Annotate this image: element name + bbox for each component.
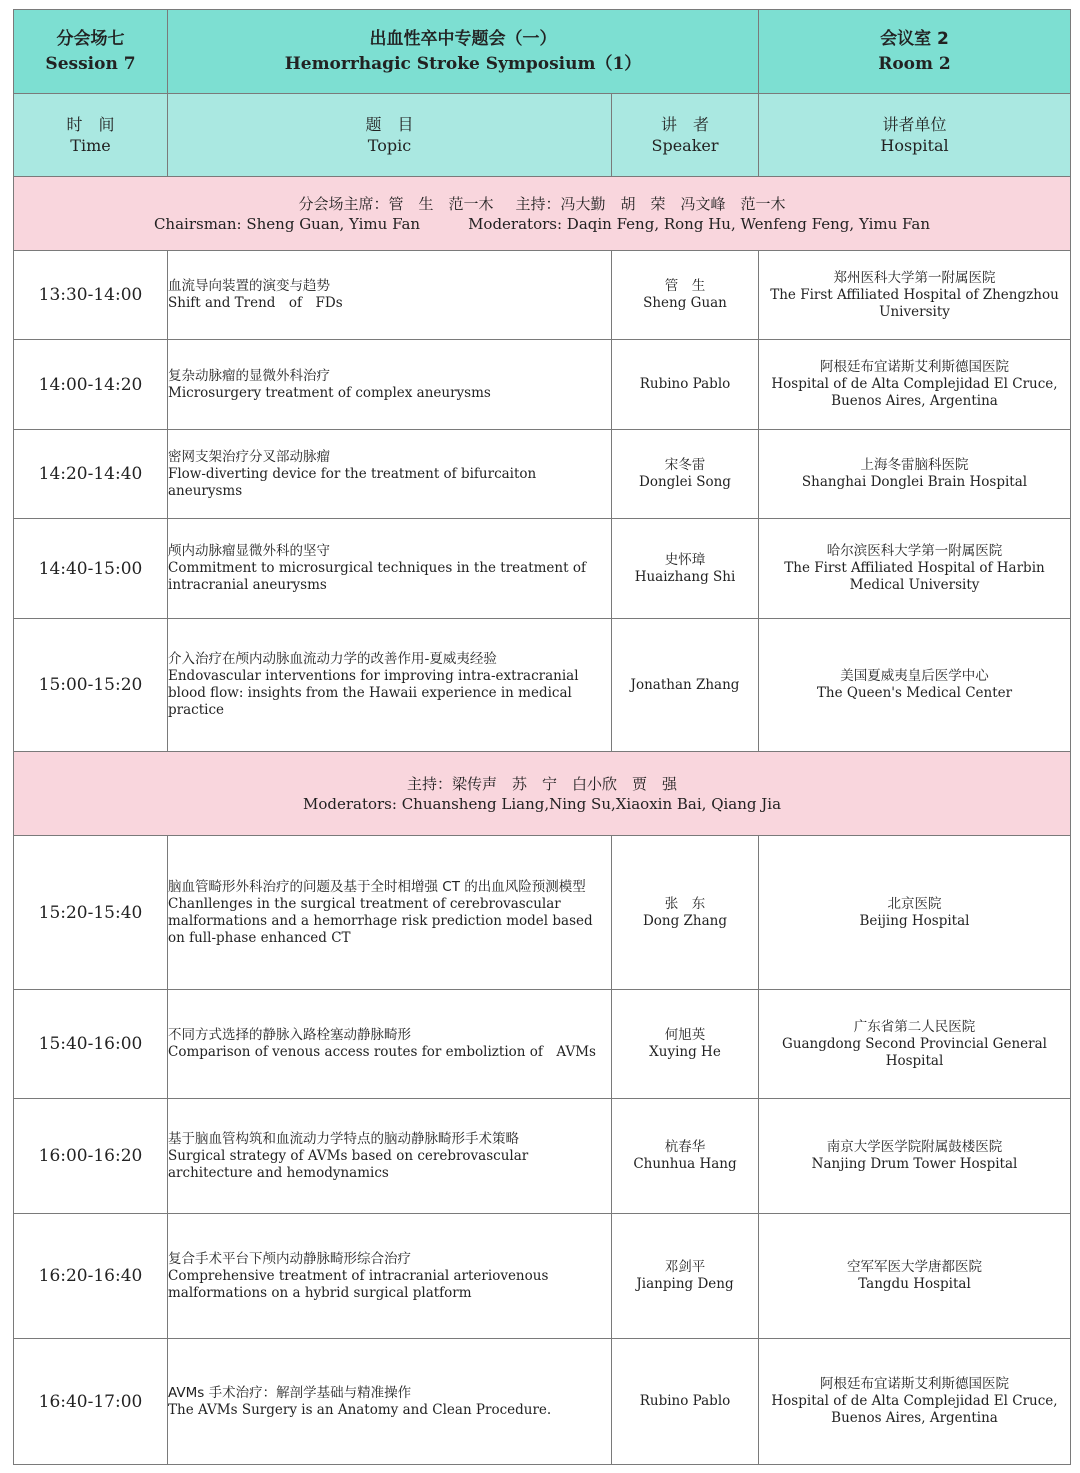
title-zh: 出血性卒中专题会（一）: [369, 28, 557, 49]
hospital-en: Nanjing Drum Tower Hospital: [811, 1156, 1018, 1172]
hospital-zh: 阿根廷布宜诺斯艾利斯德国医院: [820, 359, 1009, 375]
room-zh: 会议室 2: [880, 28, 949, 49]
table-row: [14, 1339, 1071, 1465]
row-topic: [168, 1214, 612, 1339]
chair1-zh: [14, 194, 1070, 214]
row-speaker: [612, 430, 759, 519]
row-topic: [168, 251, 612, 340]
hospital-en: The Queen's Medical Center: [816, 685, 1013, 701]
row-speaker: [612, 519, 759, 619]
topic-en: Commitment to microsurgical techniques in the treatment of intracranial aneurysms: [168, 560, 586, 593]
title-en: Hemorrhagic Stroke Symposium（1）: [284, 53, 642, 74]
topic-zh: 复杂动脉瘤的显微外科治疗: [168, 367, 330, 384]
col-topic-zh: 题 目: [365, 115, 414, 134]
hospital-zh: 阿根廷布宜诺斯艾利斯德国医院: [820, 1376, 1009, 1392]
hospital-zh: 北京医院: [887, 895, 942, 912]
row-topic: [168, 990, 612, 1099]
speaker-zh: 史怀璋: [664, 551, 706, 568]
room-cell: [759, 10, 1071, 94]
col-topic-en: Topic: [367, 136, 412, 155]
hospital-en: Hospital of de Alta Complejidad El Cruce, Buenos Aires, Argentina: [771, 376, 1058, 409]
row-time: 14:00-14:20: [14, 340, 168, 430]
row-hospital: [759, 1099, 1071, 1214]
speaker-en: Jonathan Zhang: [630, 676, 740, 693]
row-topic: [168, 1099, 612, 1214]
table-row: [14, 519, 1071, 619]
row-speaker: [612, 619, 759, 752]
topic-zh: 基于脑血管构筑和血流动力学特点的脑动静脉畸形手术策略: [168, 1130, 519, 1147]
speaker-en: Jianping Deng: [636, 1276, 734, 1292]
row-hospital: [759, 836, 1071, 990]
topic-en: Comprehensive treatment of intracranial arteriovenous malformations on a hybrid surgical platform: [168, 1267, 549, 1301]
col-hospital: [759, 94, 1071, 177]
hospital-zh: 上海冬雷脑科医院: [860, 457, 969, 473]
topic-zh: AVMs 手术治疗：解剖学基础与精准操作: [168, 1384, 412, 1401]
row-time: 14:20-14:40: [14, 430, 168, 519]
table-row: [14, 619, 1071, 752]
col-hospital-zh: 讲者单位: [882, 115, 947, 134]
speaker-en: Huaizhang Shi: [634, 568, 736, 585]
speaker-zh: 张 东: [664, 895, 706, 912]
col-speaker-zh: 讲 者: [660, 115, 709, 134]
topic-zh: 血流导向装置的演变与趋势: [168, 278, 330, 294]
table-row: [14, 340, 1071, 430]
row-hospital: [759, 519, 1071, 619]
row-speaker: [612, 340, 759, 430]
topic-zh: 密网支架治疗分叉部动脉瘤: [168, 448, 330, 465]
topic-en: Flow-diverting device for the treatment of bifurcaiton aneurysms: [168, 465, 537, 499]
hospital-en: Tangdu Hospital: [858, 1276, 971, 1292]
row-topic: [168, 340, 612, 430]
speaker-zh: 杭春华: [664, 1139, 706, 1155]
row-speaker: [612, 1339, 759, 1465]
title-cell: [168, 10, 759, 94]
col-time-zh: 时 间: [66, 115, 115, 134]
hospital-en: The First Affiliated Hospital of Zhengzhou University: [770, 286, 1059, 320]
schedule-table: [13, 9, 1071, 1465]
row-speaker: [612, 1214, 759, 1339]
hospital-zh: 南京大学医学院附属鼓楼医院: [826, 1139, 1003, 1155]
col-topic: [168, 94, 612, 177]
row-time: 15:00-15:20: [14, 619, 168, 752]
hospital-en: Guangdong Second Provincial General Hospital: [782, 1035, 1047, 1069]
row-speaker: [612, 251, 759, 340]
col-time-en: Time: [70, 136, 111, 155]
topic-zh: 颅内动脉瘤显微外科的坚守: [168, 543, 330, 559]
table-row: [14, 1099, 1071, 1214]
table-row: [14, 836, 1071, 990]
speaker-zh: 宋冬雷: [664, 457, 706, 473]
speaker-en: Rubino Pablo: [639, 1393, 731, 1409]
topic-en: Surgical strategy of AVMs based on cerebrovascular architecture and hemodynamics: [168, 1147, 529, 1181]
chair-row-2: [14, 752, 1071, 836]
session-en: Session 7: [45, 53, 136, 74]
table-row: [14, 1214, 1071, 1339]
hospital-zh: 美国夏威夷皇后医学中心: [840, 668, 989, 684]
row-time: 14:40-15:00: [14, 519, 168, 619]
row-hospital: [759, 430, 1071, 519]
hospital-zh: 哈尔滨医科大学第一附属医院: [826, 543, 1003, 559]
chair-cell-1: [14, 177, 1071, 251]
row-topic: [168, 619, 612, 752]
speaker-en: Sheng Guan: [643, 295, 727, 311]
row-hospital: [759, 619, 1071, 752]
row-speaker: [612, 836, 759, 990]
hospital-en: Beijing Hospital: [859, 912, 970, 929]
speaker-zh: 邓剑平: [664, 1259, 706, 1275]
session-header: [14, 10, 1071, 94]
topic-en: Microsurgery treatment of complex aneurysms: [168, 384, 491, 401]
topic-en: Endovascular interventions for improving intra-extracranial blood flow: insights from the Hawaii experience in medical practice: [168, 668, 579, 718]
speaker-en: Donglei Song: [639, 474, 731, 490]
row-time: 16:20-16:40: [14, 1214, 168, 1339]
row-topic: [168, 430, 612, 519]
col-time: [14, 94, 168, 177]
topic-en: Shift and Trend of FDs: [168, 295, 343, 311]
chair2-zh: 主持：梁传声 苏 宁 白小欣 贾 强: [406, 774, 677, 793]
column-headers: [14, 94, 1071, 177]
chair1-zh-a: 分会场主席：管 生 范一木: [298, 194, 494, 213]
hospital-en: The First Affiliated Hospital of Harbin Medical University: [784, 560, 1045, 593]
topic-en: Chanllenges in the surgical treatment of cerebrovascular malformations and a hemorrhage risk prediction model based on full-phase enhanced CT: [168, 895, 593, 946]
chair1-en-a: Chairsman: Sheng Guan, Yimu Fan: [153, 214, 421, 233]
row-hospital: [759, 990, 1071, 1099]
row-time: 16:40-17:00: [14, 1339, 168, 1465]
topic-zh: 脑血管畸形外科治疗的问题及基于全时相增强 CT 的出血风险预测模型: [168, 878, 586, 895]
col-speaker-en: Speaker: [651, 136, 719, 155]
speaker-en: Rubino Pablo: [639, 376, 731, 392]
col-speaker: [612, 94, 759, 177]
table-row: [14, 251, 1071, 340]
table-row: [14, 990, 1071, 1099]
table-row: [14, 430, 1071, 519]
topic-en: The AVMs Surgery is an Anatomy and Clean Procedure.: [168, 1401, 552, 1418]
hospital-zh: 广东省第二人民医院: [853, 1018, 976, 1035]
speaker-en: Chunhua Hang: [633, 1156, 737, 1172]
hospital-zh: 郑州医科大学第一附属医院: [833, 269, 996, 286]
row-hospital: [759, 340, 1071, 430]
row-speaker: [612, 990, 759, 1099]
row-topic: [168, 836, 612, 990]
speaker-zh: 管 生: [664, 278, 706, 294]
hospital-en: Shanghai Donglei Brain Hospital: [801, 474, 1028, 490]
topic-zh: 不同方式选择的静脉入路栓塞动静脉畸形: [168, 1027, 411, 1043]
chair1-en-b: Moderators: Daqin Feng, Rong Hu, Wenfeng Feng, Yimu Fan: [468, 214, 931, 233]
row-hospital: [759, 1339, 1071, 1465]
row-speaker: [612, 1099, 759, 1214]
chair2-en: Moderators: Chuansheng Liang,Ning Su,Xiaoxin Bai, Qiang Jia: [302, 794, 782, 813]
speaker-en: Xuying He: [649, 1044, 721, 1060]
session-zh: 分会场七: [56, 28, 125, 49]
row-time: 13:30-14:00: [14, 251, 168, 340]
row-topic: [168, 519, 612, 619]
row-time: 15:40-16:00: [14, 990, 168, 1099]
row-time: 15:20-15:40: [14, 836, 168, 990]
topic-en: Comparison of venous access routes for emboliztion of AVMs: [168, 1044, 596, 1060]
hospital-en: Hospital of de Alta Complejidad El Cruce, Buenos Aires, Argentina: [771, 1393, 1058, 1426]
chair1-en: [14, 214, 1070, 234]
speaker-en: Dong Zhang: [642, 912, 728, 929]
row-hospital: [759, 251, 1071, 340]
row-time: 16:00-16:20: [14, 1099, 168, 1214]
chair1-zh-b: 主持：冯大勤 胡 荣 冯文峰 范一木: [515, 194, 786, 213]
topic-zh: 介入治疗在颅内动脉血流动力学的改善作用-夏威夷经验: [168, 651, 497, 667]
chair-cell-2: [14, 752, 1071, 836]
hospital-zh: 空军军医大学唐都医院: [847, 1259, 982, 1275]
row-hospital: [759, 1214, 1071, 1339]
room-en: Room 2: [878, 53, 951, 74]
session-cell: [14, 10, 168, 94]
row-topic: [168, 1339, 612, 1465]
chair-row-1: [14, 177, 1071, 251]
topic-zh: 复合手术平台下颅内动静脉畸形综合治疗: [168, 1250, 411, 1267]
speaker-zh: 何旭英: [664, 1027, 706, 1043]
col-hospital-en: Hospital: [880, 136, 949, 155]
